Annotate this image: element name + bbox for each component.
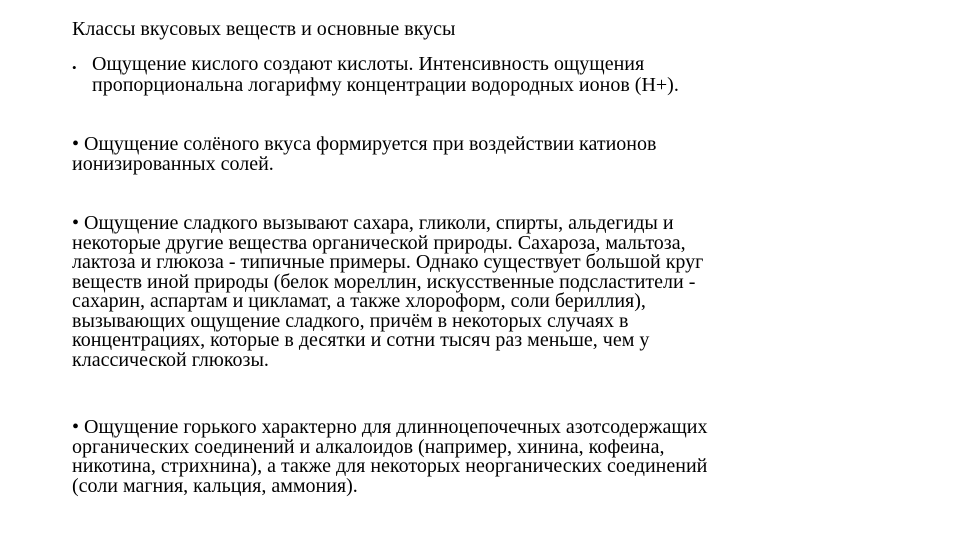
text-line: • Ощущение солёного вкуса формируется при воздействии катионов [72,133,657,155]
bullet-marker: • [72,60,77,75]
text-line: веществ иной природы (белок мореллин, искусственные подсластители - [72,270,696,293]
text-line: лактоза и глюкоза - типичные примеры. Однако существует большой круг [72,251,704,273]
text-line: сахарин, аспартам и цикламат, а также хлороформ, соли бериллия), [72,290,646,312]
text-line: классической глюкозы. [72,348,269,371]
text-line: • Ощущение горького характерно для длинноцепочечных азотсодержащих [72,416,708,438]
text-line: пропорциональна логарифму концентрации водородных ионов (H+). [92,74,679,96]
text-line: некоторые другие вещества органической природы. Сахароза, мальтоза, [72,231,686,254]
slide-title: Классы вкусовых веществ и основные вкусы [72,18,456,40]
paragraph-sour [92,54,679,96]
text-line: вызывающих ощущение сладкого, причём в некоторых случаях в [72,309,629,332]
text-line: концентрациях, которые в десятки и сотни тысяч раз меньше, чем у [72,329,650,351]
text-line: Ощущение кислого создают кислоты. Интенсивность ощущения [92,53,645,75]
text-line: (соли магния, кальция, аммония). [72,474,358,497]
text-line: никотина, стрихнина), а также для некоторых неорганических соединений [72,455,708,477]
text-line: • Ощущение сладкого вызывают сахара, гликоли, спирты, альдегиды и [72,212,674,234]
paragraph-sweet [72,214,703,370]
paragraph-bitter [72,418,707,496]
paragraph-salty [72,135,656,174]
text-line: органических соединений и алкалоидов (например, хинина, кофеина, [72,435,665,458]
text-line: ионизированных солей. [72,152,274,175]
